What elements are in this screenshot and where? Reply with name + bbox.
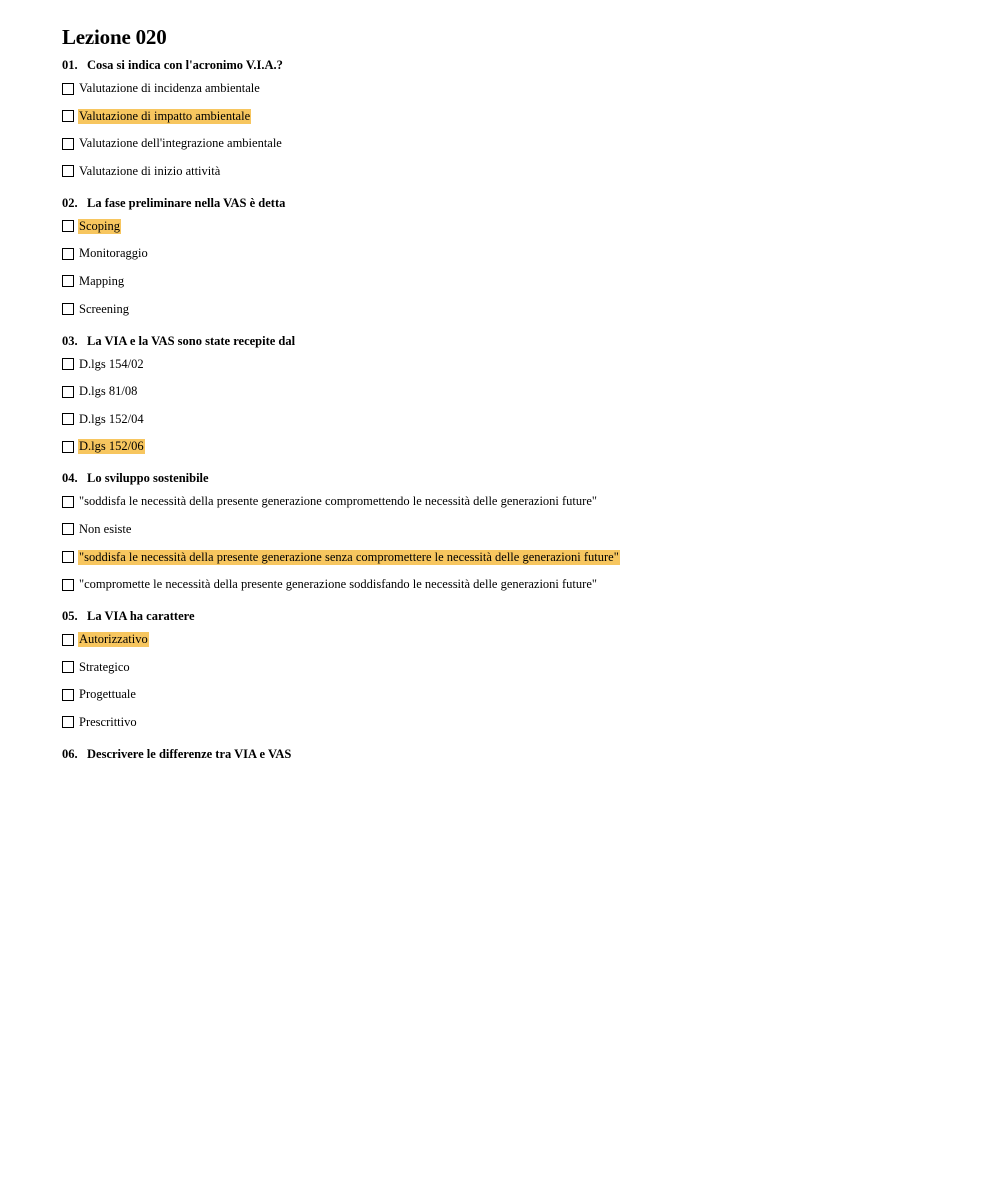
question-heading	[62, 333, 962, 350]
answer-checkbox[interactable]	[62, 689, 74, 701]
question-text: Cosa si indica con l'acronimo V.I.A.?	[87, 58, 283, 72]
question-number: 05.	[62, 609, 78, 624]
quiz-page	[62, 24, 962, 778]
answer-option[interactable]	[62, 135, 962, 152]
answer-text: Valutazione di inizio attività	[79, 163, 221, 178]
answer-text: Strategico	[79, 659, 130, 674]
question-block	[62, 470, 962, 593]
answer-text: Valutazione di incidenza ambientale	[79, 81, 260, 95]
question-block	[62, 746, 962, 763]
answer-text: Screening	[79, 301, 129, 316]
answer-text: Prescrittivo	[79, 714, 137, 729]
answer-checkbox[interactable]	[62, 661, 74, 673]
answer-text: D.lgs 81/08	[79, 384, 138, 399]
question-number: 01.	[62, 58, 78, 72]
answer-checkbox[interactable]	[62, 248, 74, 260]
answer-option[interactable]	[62, 549, 962, 566]
answer-checkbox[interactable]	[62, 275, 74, 287]
question-number: 04.	[62, 471, 78, 486]
answer-text-highlighted: Autorizzativo	[79, 632, 148, 647]
answer-option[interactable]	[62, 659, 962, 676]
question-heading	[62, 470, 962, 487]
question-text: Descrivere le differenze tra VIA e VAS	[87, 746, 292, 761]
answer-text: Monitoraggio	[79, 246, 148, 261]
question-heading	[62, 746, 962, 763]
answer-checkbox[interactable]	[62, 165, 74, 177]
answer-text: D.lgs 154/02	[79, 356, 144, 371]
answer-option[interactable]	[62, 218, 962, 235]
answer-option[interactable]	[62, 301, 962, 318]
answer-checkbox[interactable]	[62, 716, 74, 728]
answer-text: Mapping	[79, 273, 125, 288]
answer-checkbox[interactable]	[62, 523, 74, 535]
answer-option[interactable]	[62, 108, 962, 125]
question-number: 02.	[62, 195, 78, 210]
question-text: La fase preliminare nella VAS è detta	[87, 195, 286, 210]
answer-option[interactable]	[62, 273, 962, 290]
answer-text: Progettuale	[79, 687, 136, 702]
answer-checkbox[interactable]	[62, 138, 74, 150]
question-heading	[62, 608, 962, 625]
question-block	[62, 608, 962, 731]
question-number: 03.	[62, 333, 78, 348]
question-text: Lo sviluppo sostenibile	[87, 471, 209, 486]
answer-checkbox[interactable]	[62, 634, 74, 646]
answer-option[interactable]	[62, 163, 962, 180]
answer-text-highlighted: "soddisfa le necessità della presente generazione senza compromettere le necessità delle generazioni future"	[79, 549, 619, 564]
answer-text-highlighted: Scoping	[79, 218, 120, 233]
answer-checkbox[interactable]	[62, 441, 74, 453]
question-heading	[62, 57, 962, 74]
answer-checkbox[interactable]	[62, 386, 74, 398]
question-text: La VIA ha carattere	[87, 609, 195, 624]
answer-option[interactable]	[62, 438, 962, 455]
answer-option[interactable]	[62, 576, 962, 593]
answer-option[interactable]	[62, 521, 962, 538]
answer-text: Valutazione dell'integrazione ambientale	[79, 136, 282, 151]
answer-option[interactable]	[62, 245, 962, 262]
answer-checkbox[interactable]	[62, 358, 74, 370]
answer-option[interactable]	[62, 631, 962, 648]
answer-text-highlighted: Valutazione di impatto ambientale	[79, 108, 251, 123]
question-block	[62, 195, 962, 318]
answer-option[interactable]	[62, 80, 962, 97]
question-number: 06.	[62, 746, 78, 761]
answer-checkbox[interactable]	[62, 303, 74, 315]
answer-text-highlighted: D.lgs 152/06	[79, 439, 144, 454]
answer-checkbox[interactable]	[62, 83, 74, 95]
answer-option[interactable]	[62, 493, 962, 510]
question-heading	[62, 195, 962, 212]
answer-text: "compromette le necessità della presente generazione soddisfando le necessità delle generazioni future"	[79, 577, 597, 592]
answer-text: Non esiste	[79, 521, 132, 536]
answer-checkbox[interactable]	[62, 496, 74, 508]
answer-option[interactable]	[62, 383, 962, 400]
lesson-title: Lezione 020	[62, 25, 167, 49]
answer-option[interactable]	[62, 714, 962, 731]
question-block	[62, 333, 962, 456]
answer-checkbox[interactable]	[62, 413, 74, 425]
answer-checkbox[interactable]	[62, 220, 74, 232]
question-block	[62, 57, 962, 180]
answer-option[interactable]	[62, 411, 962, 428]
answer-text: D.lgs 152/04	[79, 411, 144, 426]
answer-checkbox[interactable]	[62, 579, 74, 591]
answer-option[interactable]	[62, 356, 962, 373]
answer-checkbox[interactable]	[62, 551, 74, 563]
answer-checkbox[interactable]	[62, 110, 74, 122]
answer-option[interactable]	[62, 686, 962, 703]
question-text: La VIA e la VAS sono state recepite dal	[87, 333, 296, 348]
answer-text: "soddisfa le necessità della presente generazione compromettendo le necessità delle generazioni future"	[79, 494, 597, 509]
